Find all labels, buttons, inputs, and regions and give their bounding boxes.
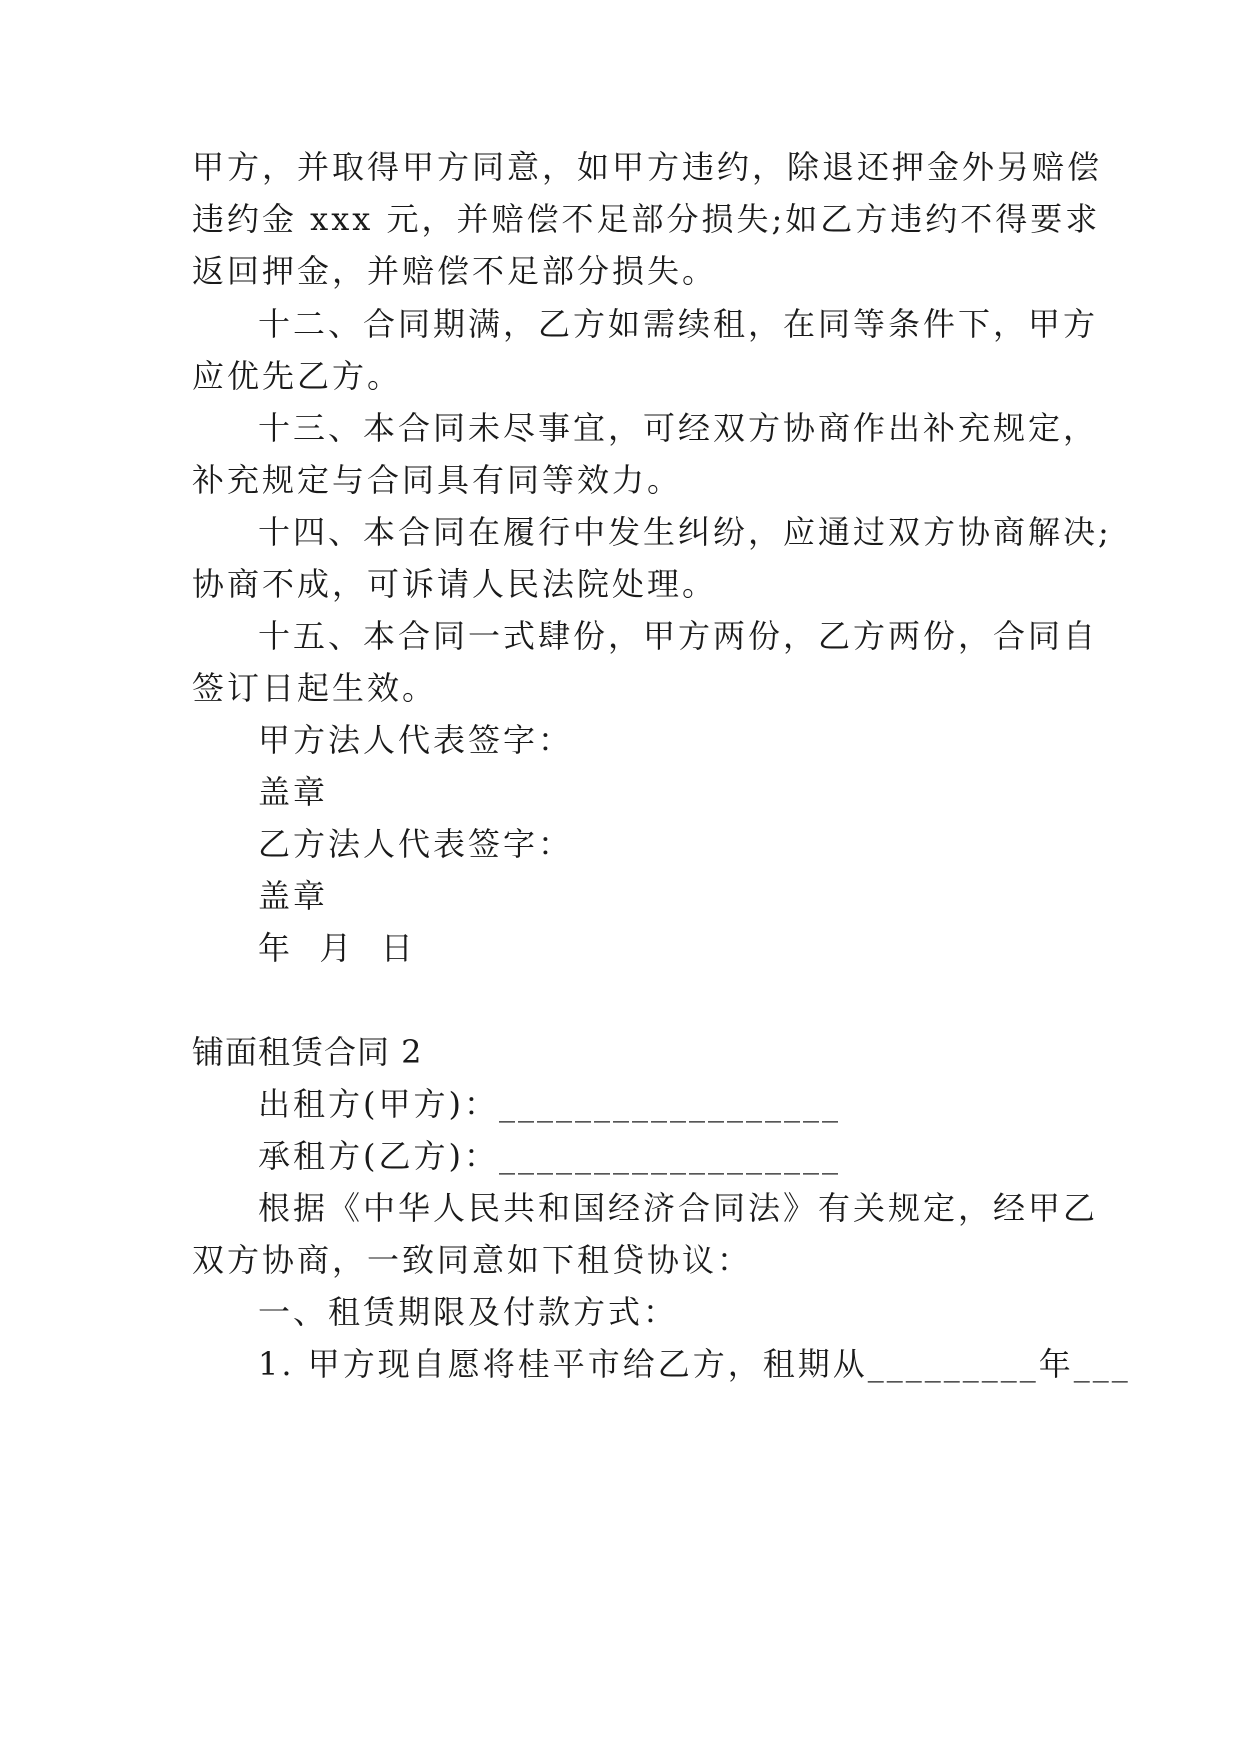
paragraph-line: 返回押金，并赔偿不足部分损失。 [192,252,718,290]
party-b-signature-label: 乙方法人代表签字： [258,825,574,863]
section-title: 铺面租赁合同 2 [192,1033,423,1071]
clause-13-line: 补充规定与合同具有同等效力。 [192,461,683,499]
clause-1-item-1-text: 1. 甲方现自愿将桂平市给乙方，租期从 [258,1345,868,1383]
start-month-blank: ___ [1073,1345,1131,1383]
paragraph-line: 甲方，并取得甲方同意，如甲方违约，除退还押金外另赔偿 [192,148,1103,186]
lessee-line [258,1136,841,1176]
lessor-label: 出租方(甲方)： [258,1085,499,1123]
party-a-signature-label: 甲方法人代表签字： [258,721,574,759]
intro-line: 双方协商，一致同意如下租贷协议： [192,1241,753,1279]
clause-15-line: 十五、本合同一式肆份，甲方两份，乙方两份，合同自 [258,617,1099,655]
clause-14-line: 协商不成，可诉请人民法院处理。 [192,565,718,603]
party-b-seal-label: 盖章 [258,877,329,915]
party-a-seal-label: 盖章 [258,773,329,811]
date-line: 年 月 日 [258,929,416,967]
start-year-blank: _________ [867,1345,1039,1383]
clause-14-line: 十四、本合同在履行中发生纠纷，应通过双方协商解决; [258,513,1112,551]
clause-12-line: 应优先乙方。 [192,357,403,395]
lessee-blank: __________________ [498,1137,841,1175]
lessor-line [258,1084,841,1124]
clause-15-line: 签订日起生效。 [192,669,438,707]
paragraph-line: 违约金 xxx 元，并赔偿不足部分损失;如乙方违约不得要求 [192,200,1101,238]
clause-13-line: 十三、本合同未尽事宜，可经双方协商作出补充规定， [258,409,1099,447]
lessee-label: 承租方(乙方)： [258,1137,499,1175]
clause-12-line: 十二、合同期满，乙方如需续租，在同等条件下，甲方 [258,305,1099,343]
clause-1-item-1 [258,1344,1131,1384]
intro-line: 根据《中华人民共和国经济合同法》有关规定，经甲乙 [258,1189,1099,1227]
clause-1-heading: 一、租赁期限及付款方式： [258,1293,679,1331]
year-label: 年 [1038,1345,1074,1383]
lessor-blank: __________________ [498,1085,841,1123]
